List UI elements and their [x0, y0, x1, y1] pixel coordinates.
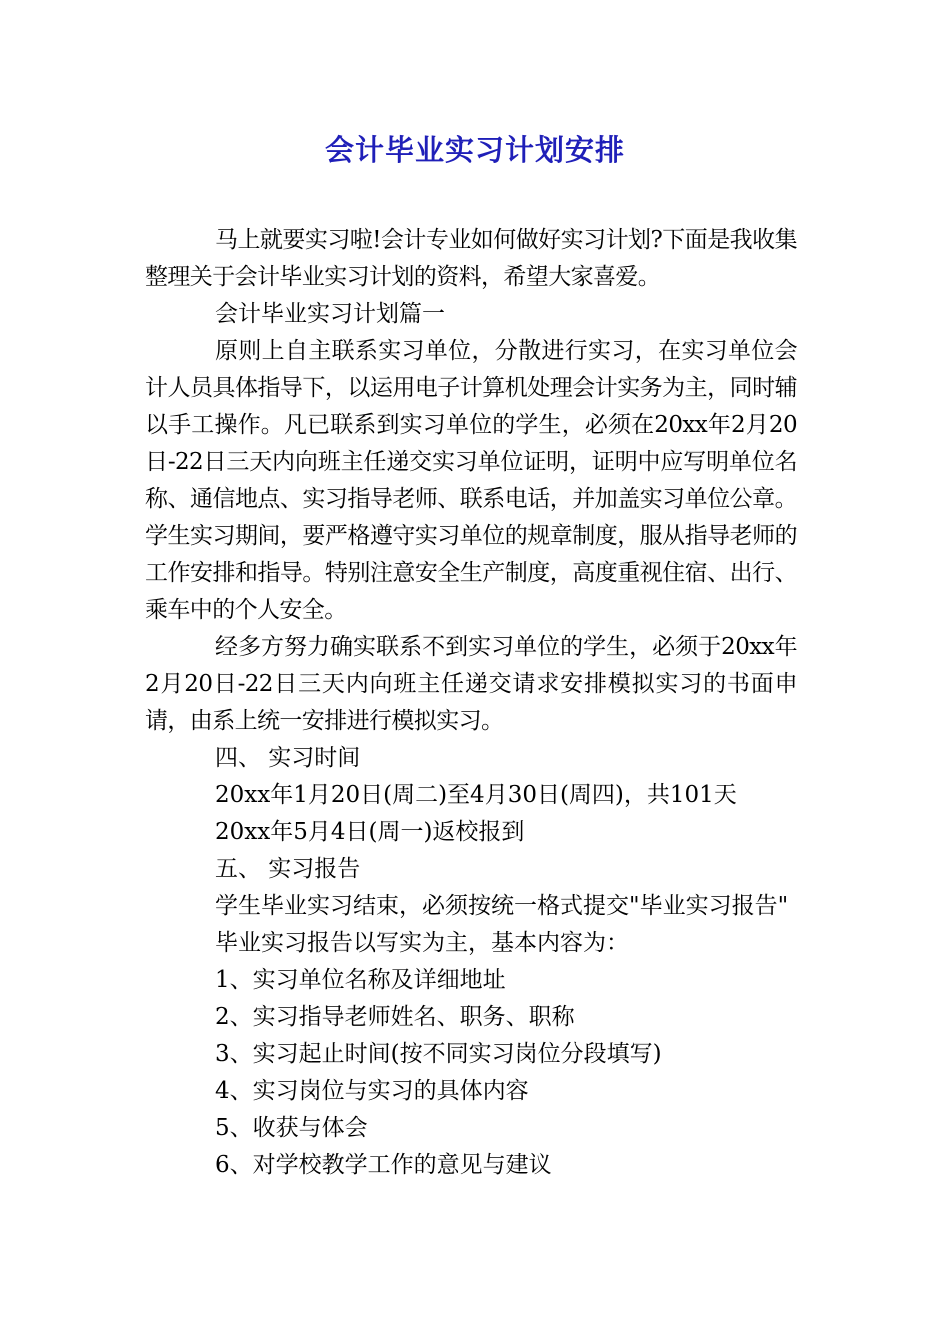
paragraph-principle: 原则上自主联系实习单位，分散进行实习，在实习单位会计人员具体指导下，以运用电子计算机处理会计实务为主，同时辅以手工操作。凡已联系到实习单位的学生，必须在20xx年2月20日-22日三天内向班主任递交实习单位证明，证明中应写明单位名称、通信地点、实习指导老师、联系电话，并加盖实习单位公章。学生实习期间，要严格遵守实习单位的规章制度，服从指导老师的工作安排和指导。特别注意安全生产制度，高度重视住宿、出行、乘车中的个人安全。 — [145, 338, 797, 623]
paragraph-section-heading: 会计毕业实习计划篇一 — [215, 301, 445, 327]
paragraph-report-requirement: 学生毕业实习结束，必须按统一格式提交"毕业实习报告" — [215, 893, 789, 919]
list-item: 3、实习起止时间(按不同实习岗位分段填写) — [215, 1041, 662, 1067]
document-body — [145, 222, 797, 1184]
list-item: 5、收获与体会 — [215, 1115, 368, 1141]
paragraph-return-date: 20xx年5月4日(周一)返校报到 — [215, 819, 525, 845]
paragraph-report-content: 毕业实习报告以写实为主，基本内容为： — [215, 930, 629, 956]
list-item: 6、对学校教学工作的意见与建议 — [215, 1152, 552, 1178]
document-title: 会计毕业实习计划安排 — [324, 133, 625, 167]
list-item: 1、实习单位名称及详细地址 — [215, 967, 506, 993]
paragraph-time-range: 20xx年1月20日(周二)至4月30日(周四)，共101天 — [215, 782, 737, 808]
paragraph-heading-time: 四、 实习时间 — [215, 745, 361, 771]
paragraph-intro: 马上就要实习啦!会计专业如何做好实习计划?下面是我收集整理关于会计毕业实习计划的资料，希望大家喜爱。 — [145, 227, 797, 290]
list-item: 2、实习指导老师姓名、职务、职称 — [215, 1004, 575, 1030]
paragraph-simulation: 经多方努力确实联系不到实习单位的学生，必须于20xx年2月20日-22日三天内向班主任递交请求安排模拟实习的书面申请，由系上统一安排进行模拟实习。 — [145, 634, 797, 734]
list-item: 4、实习岗位与实习的具体内容 — [215, 1078, 529, 1104]
paragraph-heading-report: 五、 实习报告 — [215, 856, 361, 882]
